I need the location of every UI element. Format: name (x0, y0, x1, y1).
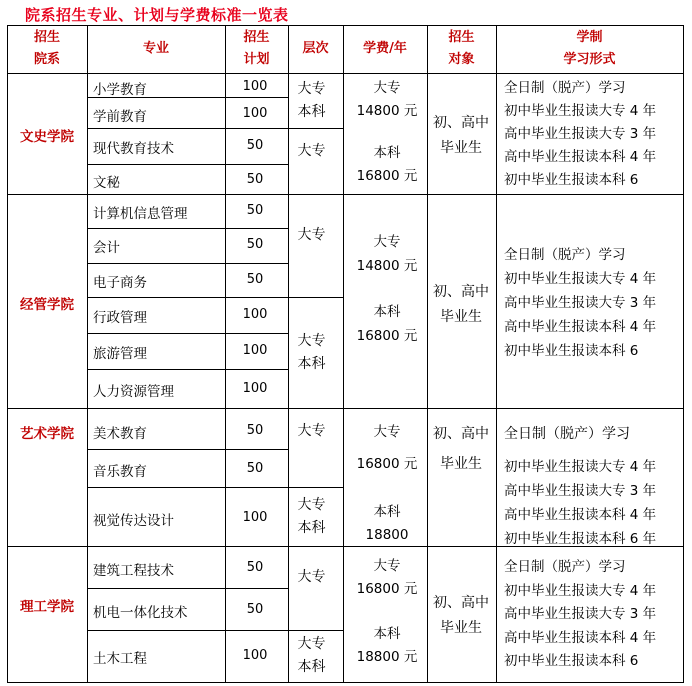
level-cell: 大专 本科 (297, 636, 326, 675)
document-title: 院系招生专业、计划与学费标准一览表 (25, 6, 289, 24)
header-plan: 招生 计划 (243, 30, 270, 67)
row-divider (87, 164, 288, 165)
level-divider (288, 297, 343, 298)
table-border-right (683, 25, 684, 683)
column-divider (225, 25, 226, 683)
major-name: 视觉传达设计 (93, 513, 174, 529)
major-name: 行政管理 (93, 310, 147, 326)
fee-cell: 大专 16800 元 本科 18800 元 (356, 558, 418, 665)
major-name: 计算机信息管理 (93, 206, 188, 222)
major-name: 音乐教育 (93, 464, 147, 480)
row-divider (87, 228, 288, 229)
plan-count: 100 (242, 79, 268, 94)
plan-count: 100 (242, 648, 268, 663)
target-cell: 初、高中 毕业生 (433, 595, 489, 636)
row-divider (87, 128, 288, 129)
plan-count: 100 (242, 381, 268, 396)
column-divider (496, 25, 497, 683)
fee-cell: 大专 14800 元 本科 16800 元 (356, 80, 418, 184)
level-cell: 大专 (297, 569, 326, 585)
major-name: 人力资源管理 (93, 384, 174, 400)
row-divider (87, 369, 288, 370)
level-cell: 大专 本科 (297, 81, 326, 120)
level-cell: 大专 (297, 143, 326, 159)
level-cell: 大专 (297, 423, 326, 439)
plan-count: 50 (246, 602, 264, 617)
major-name: 小学教育 (93, 82, 147, 98)
header-fee: 学费/年 (363, 41, 407, 56)
plan-count: 50 (246, 461, 264, 476)
study-form-cell: 全日制（脱产）学习 初中毕业生报读大专 4 年 高中毕业生报读大专 3 年 高中毕业生报读本科 4 年 初中毕业生报读本科 6 (504, 559, 657, 669)
college-name: 经管学院 (20, 297, 74, 313)
target-cell: 初、高中 毕业生 (433, 115, 489, 156)
row-divider (87, 333, 288, 334)
study-form-cell: 全日制（脱产）学习 初中毕业生报读大专 4 年 高中毕业生报读大专 3 年 高中毕业生报读本科 4 年 初中毕业生报读本科 6 年 (504, 426, 657, 547)
level-cell: 大专 本科 (297, 333, 326, 372)
major-name: 文秘 (93, 175, 120, 191)
major-name: 旅游管理 (93, 346, 147, 362)
table-border-top (7, 25, 684, 26)
enrollment-table (7, 25, 684, 683)
plan-count: 100 (242, 343, 268, 358)
major-name: 土木工程 (93, 651, 147, 667)
table-border-left (7, 25, 8, 683)
level-cell: 大专 (297, 227, 326, 243)
fee-cell: 大专 16800 元 本科 18800 (356, 424, 418, 543)
row-divider (87, 588, 288, 589)
major-name: 学前教育 (93, 109, 147, 125)
major-name: 电子商务 (93, 275, 147, 291)
row-divider (87, 449, 288, 450)
level-divider (288, 630, 343, 631)
major-name: 美术教育 (93, 426, 147, 442)
plan-count: 50 (246, 138, 264, 153)
plan-count: 50 (246, 237, 264, 252)
row-divider (87, 630, 288, 631)
header-level: 层次 (302, 41, 329, 56)
college-name: 理工学院 (20, 599, 74, 615)
target-cell: 初、高中 毕业生 (433, 426, 489, 472)
major-name: 建筑工程技术 (93, 563, 174, 579)
target-cell: 初、高中 毕业生 (433, 284, 489, 325)
level-cell: 大专 本科 (297, 497, 326, 536)
major-name: 现代教育技术 (93, 141, 174, 157)
major-name: 会计 (93, 240, 120, 256)
header-target: 招生 对象 (448, 30, 475, 67)
table-border-bottom (7, 682, 684, 683)
college-name: 艺术学院 (20, 426, 74, 442)
header-form: 学制 学习形式 (563, 30, 616, 67)
column-divider (87, 25, 88, 683)
fee-cell: 大专 14800 元 本科 16800 元 (356, 234, 418, 344)
level-divider (288, 128, 343, 129)
major-name: 机电一体化技术 (93, 605, 188, 621)
plan-count: 100 (242, 307, 268, 322)
study-form-cell: 全日制（脱产）学习 初中毕业生报读大专 4 年 高中毕业生报读大专 3 年 高中毕业生报读本科 4 年 初中毕业生报读本科 6 (504, 80, 657, 188)
header-divider (7, 73, 684, 74)
college-name: 文史学院 (20, 129, 74, 145)
plan-count: 50 (246, 272, 264, 287)
study-form-cell: 全日制（脱产）学习 初中毕业生报读大专 4 年 高中毕业生报读大专 3 年 高中毕业生报读本科 4 年 初中毕业生报读本科 6 (504, 247, 657, 359)
section-divider (7, 194, 684, 195)
plan-count: 50 (246, 203, 264, 218)
plan-count: 50 (246, 560, 264, 575)
header-dept: 招生 院系 (33, 30, 60, 67)
level-divider (288, 487, 343, 488)
plan-count: 100 (242, 510, 268, 525)
row-divider (87, 487, 288, 488)
header-major: 专业 (142, 41, 169, 56)
row-divider (87, 297, 288, 298)
row-divider (87, 263, 288, 264)
section-divider (7, 408, 684, 409)
plan-count: 50 (246, 423, 264, 438)
plan-count: 100 (242, 106, 268, 121)
plan-count: 50 (246, 172, 264, 187)
